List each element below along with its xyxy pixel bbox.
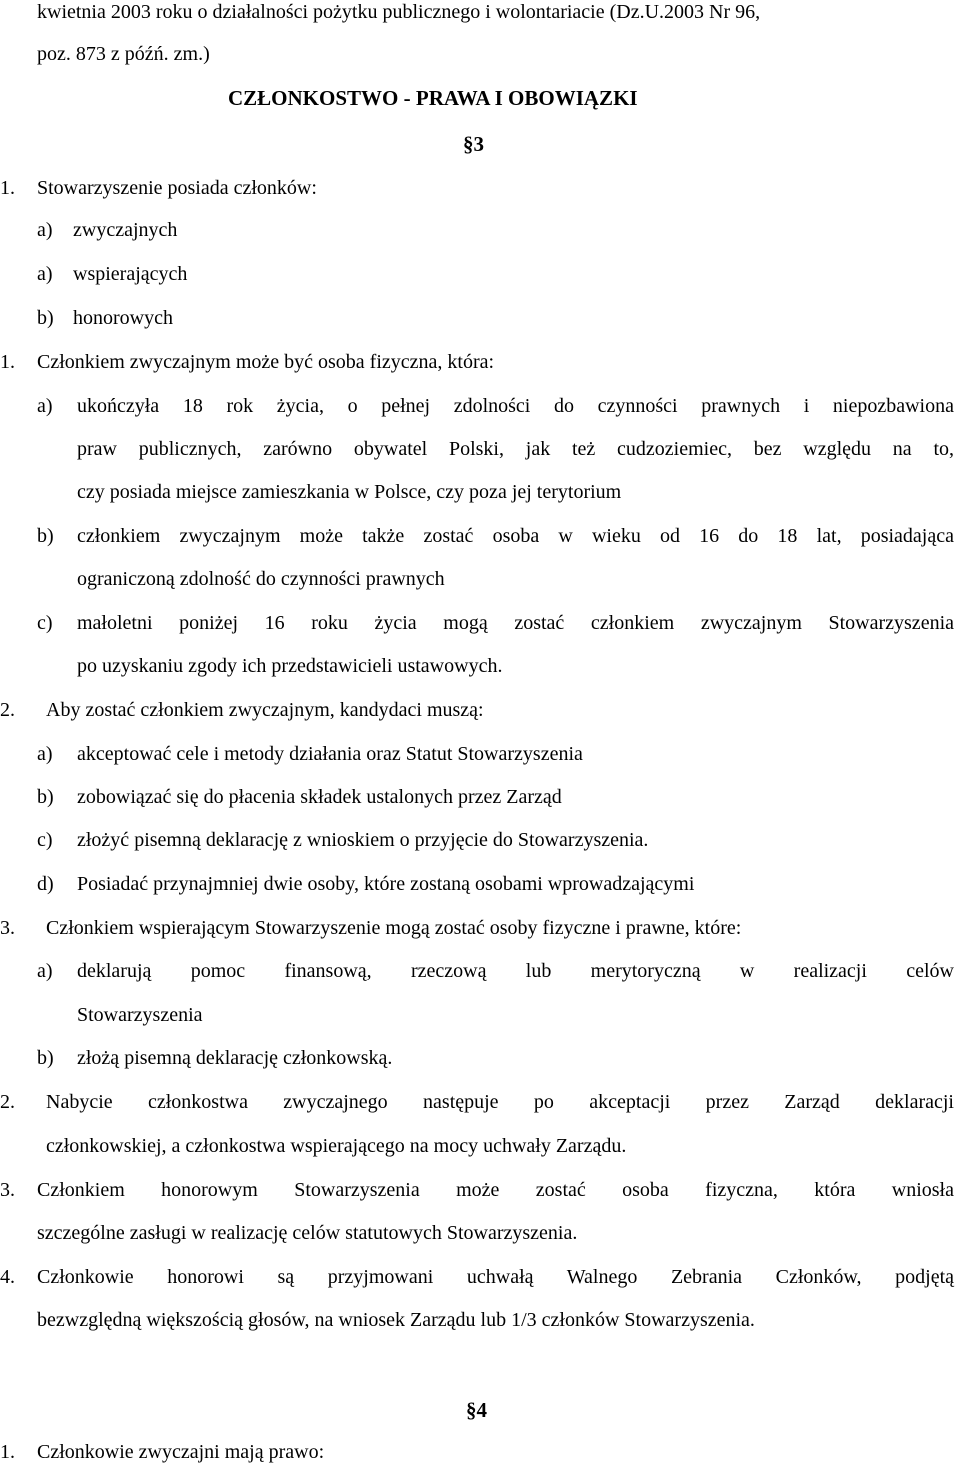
item-3-sub-a-line: deklarują pomoc finansową, rzeczową lub merytoryczną w realizacji celów	[77, 960, 954, 982]
item-4-line: Nabycie członkostwa zwyczajnego następuje po akceptacji przez Zarząd deklaracji	[46, 1091, 954, 1113]
item-6-number: 4.	[0, 1266, 15, 1288]
item-2-sub-label: c)	[37, 829, 53, 851]
item-3-sub-b-label: b)	[37, 1047, 54, 1069]
item-2-sub-text: zobowiązać się do płacenia składek ustalonych przez Zarząd	[77, 786, 562, 808]
section-heading: CZŁONKOSTWO - PRAWA I OBOWIĄZKI	[228, 86, 638, 110]
item-1b-sub-c-label: c)	[37, 612, 53, 634]
item-1b-sub-a-line: praw publicznych, zarówno obywatel Polski, jak też cudzoziemiec, bez względu na to,	[77, 438, 954, 460]
item-1b-sub-a-line: ukończyła 18 rok życia, o pełnej zdolności do czynności prawnych i niepozbawiona	[77, 395, 954, 417]
item-5-line: szczególne zasługi w realizację celów statutowych Stowarzyszenia.	[37, 1222, 578, 1244]
item-3-sub-a-line: Stowarzyszenia	[77, 1004, 203, 1026]
item-1b-sub-a-label: a)	[37, 395, 53, 417]
item-2-sub-text: złożyć pisemną deklarację z wnioskiem o przyjęcie do Stowarzyszenia.	[77, 829, 649, 851]
item-3-text: Członkiem wspierającym Stowarzyszenie mogą zostać osoby fizyczne i prawne, które:	[46, 917, 742, 939]
item-1b-sub-b-line: członkiem zwyczajnym może także zostać osoba w wieku od 16 do 18 lat, posiadająca	[77, 525, 954, 547]
item-1-sub-text: honorowych	[73, 307, 173, 329]
item-3-number: 3.	[0, 917, 15, 939]
item-4-line: członkowskiej, a członkostwa wspierającego na mocy uchwały Zarządu.	[46, 1135, 627, 1157]
item-2-sub-text: akceptować cele i metody działania oraz Statut Stowarzyszenia	[77, 743, 583, 765]
item-1-sub-text: zwyczajnych	[73, 219, 178, 241]
item-2-sub-label: a)	[37, 743, 53, 765]
item-2-sub-label: b)	[37, 786, 54, 808]
item-1-number: 1.	[0, 177, 15, 199]
item-7-text: Członkowie zwyczajni mają prawo:	[37, 1441, 325, 1463]
item-3-sub-a-label: a)	[37, 960, 53, 982]
item-3-sub-b-text: złożą pisemną deklarację członkowską.	[77, 1047, 393, 1069]
item-6-line: Członkowie honorowi są przyjmowani uchwałą Walnego Zebrania Członków, podjętą	[37, 1266, 954, 1288]
paragraph-4-mark: §4	[466, 1398, 487, 1422]
item-1b-sub-a-line: czy posiada miejsce zamieszkania w Polsce, czy poza jej terytorium	[77, 481, 622, 503]
item-1b-sub-b-label: b)	[37, 525, 54, 547]
item-1-sub-label: b)	[37, 307, 54, 329]
item-5-number: 3.	[0, 1179, 15, 1201]
item-1-sub-label: a)	[37, 219, 53, 241]
intro-line-1: kwietnia 2003 roku o działalności pożytku publicznego i wolontariacie (Dz.U.2003 Nr 96,	[37, 1, 761, 23]
item-1-text: Stowarzyszenie posiada członków:	[37, 177, 317, 199]
item-1b-sub-c-line: małoletni poniżej 16 roku życia mogą zostać członkiem zwyczajnym Stowarzyszenia	[77, 612, 954, 634]
item-1b-sub-b-line: ograniczoną zdolność do czynności prawnych	[77, 568, 445, 590]
item-1b-number: 1.	[0, 351, 15, 373]
item-4-number: 2.	[0, 1091, 15, 1113]
item-2-number: 2.	[0, 699, 15, 721]
paragraph-3-mark: §3	[463, 132, 484, 156]
item-1b-text: Członkiem zwyczajnym może być osoba fizyczna, która:	[37, 351, 495, 373]
item-1-sub-text: wspierających	[73, 263, 188, 285]
item-2-sub-label: d)	[37, 873, 54, 895]
item-6-line: bezwzględną większością głosów, na wniosek Zarządu lub 1/3 członków Stowarzyszenia.	[37, 1309, 755, 1331]
item-1b-sub-c-line: po uzyskaniu zgody ich przedstawicieli ustawowych.	[77, 655, 503, 677]
item-2-text: Aby zostać członkiem zwyczajnym, kandydaci muszą:	[46, 699, 484, 721]
intro-line-2: poz. 873 z późń. zm.)	[37, 43, 210, 65]
item-5-line: Członkiem honorowym Stowarzyszenia może zostać osoba fizyczna, która wniosła	[37, 1179, 954, 1201]
item-1-sub-label: a)	[37, 263, 53, 285]
item-7-number: 1.	[0, 1441, 15, 1463]
item-2-sub-text: Posiadać przynajmniej dwie osoby, które zostaną osobami wprowadzającymi	[77, 873, 695, 895]
